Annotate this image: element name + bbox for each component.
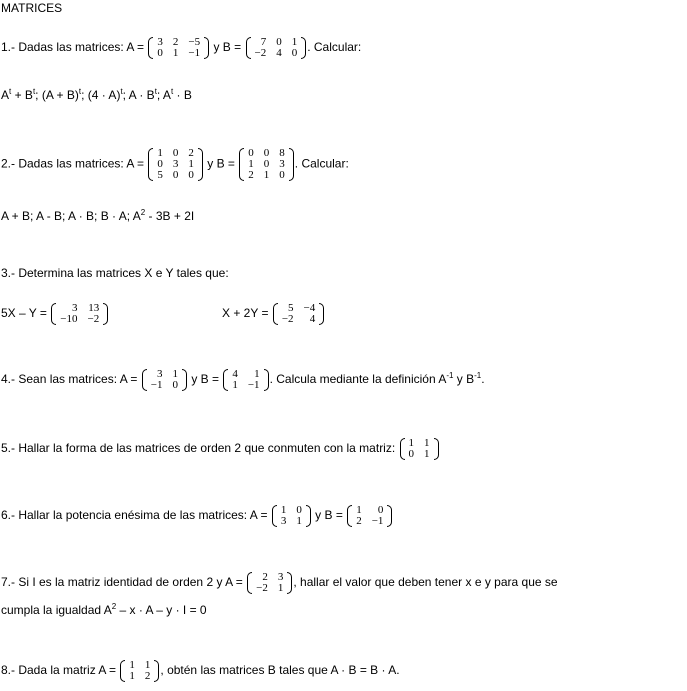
matrix-cell: 0: [276, 36, 282, 48]
matrix-cell: 1: [172, 368, 178, 380]
matrix-cell: −1: [247, 379, 260, 391]
matrix-table: [227, 369, 264, 391]
op-3: [79, 88, 121, 102]
matrix-eq-2: [273, 303, 324, 325]
text-fragment: t: [120, 87, 123, 96]
matrix-B-4: [223, 369, 268, 391]
matrix-table: [152, 148, 199, 181]
matrix-cell: −2: [256, 582, 268, 594]
matrix-eq-1: [51, 303, 108, 325]
text-fragment: - 3B + 2I: [145, 209, 195, 223]
matrix-cell: 3: [72, 302, 78, 314]
matrix-A-8: [120, 660, 159, 682]
text-fragment: ; A · B: [122, 88, 155, 102]
text-fragment: t: [154, 87, 157, 96]
text-fragment: . Calcula mediante la definición A: [269, 372, 447, 387]
matrix-B-2: [239, 148, 294, 181]
text-fragment: 5X – Y =: [1, 306, 47, 321]
text-fragment: y B =: [191, 372, 219, 387]
matrix-cell: −1: [150, 379, 163, 391]
matrix-cell: 2: [172, 36, 179, 48]
matrix-A-6: [272, 505, 311, 527]
matrix-cell: 2: [188, 147, 194, 159]
problem-2-lead: 2.- Dadas las matrices: A =: [1, 156, 145, 171]
matrix-cell: −1: [188, 47, 201, 59]
matrix-cell: 5: [288, 302, 294, 314]
op-2: [32, 87, 82, 102]
matrix-cell: 2: [356, 515, 362, 527]
matrix-cell: 1: [424, 437, 430, 449]
matrix-cell: 13: [88, 302, 100, 314]
matrix-cell: 3: [156, 368, 163, 380]
matrix-cell: 0: [172, 169, 179, 181]
problem-6-statement: [1, 505, 393, 527]
matrix-table: [351, 505, 388, 527]
matrix-cell: −5: [188, 36, 201, 48]
matrix-cell: 0: [248, 147, 254, 159]
matrix-cell: 0: [188, 169, 194, 181]
problem-2-tail: . Calcular:: [294, 156, 349, 171]
matrix-B-1: [246, 37, 307, 59]
problem-2-mid: y B =: [207, 156, 235, 171]
text-fragment: ; (4 · A): [81, 88, 121, 102]
matrix-cell: 1: [254, 368, 260, 380]
text-fragment: .: [481, 372, 485, 387]
op-5: [154, 87, 174, 102]
text-fragment: A + B; A - B; A · B; B · A; A: [1, 209, 141, 223]
text-fragment: , obtén las matrices B tales que A · B = B · A.: [160, 663, 400, 678]
page-title: MATRICES: [1, 1, 63, 15]
problem-2-operations: [1, 209, 194, 223]
matrix-cell: 8: [279, 147, 285, 159]
matrix-cell: 3: [277, 571, 284, 583]
text-fragment: y B =: [315, 508, 343, 523]
matrix-table: [251, 572, 288, 594]
matrix-cell: 1: [277, 582, 284, 594]
matrix-table: [124, 660, 155, 682]
text-fragment: t: [32, 87, 36, 96]
matrix-cell: 1: [424, 448, 430, 460]
text-fragment: 8.- Dada la matriz A =: [1, 663, 117, 678]
text-fragment: -1: [446, 371, 454, 381]
matrix-cell: 1: [291, 36, 298, 48]
text-fragment: A: [1, 88, 10, 102]
matrix-cell: 2: [144, 670, 151, 682]
matrix-cell: 1: [157, 147, 163, 159]
problem-7-statement: [1, 572, 558, 594]
text-fragment: 6.- Hallar la potencia enésima de las matrices: A =: [1, 508, 268, 523]
text-fragment: + B: [11, 88, 33, 102]
matrix-A-2: [148, 148, 203, 181]
matrix-cell: 3: [280, 515, 287, 527]
matrix-cell: 1: [356, 504, 362, 516]
matrix-cell: 1: [129, 670, 135, 682]
text-fragment: , hallar el valor que deben tener x e y para que se: [293, 575, 558, 590]
matrix-cell: 0: [296, 504, 302, 516]
text-fragment: t: [9, 87, 12, 96]
problem-3-equation-1: [1, 303, 109, 325]
matrix-cell: −4: [303, 302, 316, 314]
matrix-table: [277, 303, 320, 325]
problem-4-statement: [1, 369, 485, 391]
matrix-cell: 0: [408, 448, 415, 460]
text-fragment: t: [78, 87, 82, 96]
matrix-cell: 5: [157, 169, 163, 181]
matrix-A-1: [148, 37, 209, 59]
problem-3-statement: 3.- Determina las matrices X e Y tales que:: [1, 266, 229, 280]
problem-1-statement: [1, 37, 361, 59]
matrix-cell: 0: [157, 47, 163, 59]
text-fragment: 2: [140, 208, 146, 217]
matrix-cell: 3: [279, 158, 285, 170]
problem-1-lead: 1.- Dadas las matrices: A =: [1, 40, 145, 55]
matrix-cell: 3: [172, 158, 179, 170]
matrix-cell: 4: [232, 368, 238, 380]
matrix-cell: 2: [262, 571, 268, 583]
matrix-cell: −2: [281, 313, 294, 325]
text-fragment: · B: [173, 88, 192, 102]
matrix-cell: 0: [263, 147, 270, 159]
problem-8-statement: [1, 660, 400, 682]
matrix-cell: 4: [309, 313, 316, 325]
text-fragment: t: [170, 87, 174, 96]
matrix-cell: −10: [60, 313, 78, 325]
matrix-table: [250, 37, 303, 59]
matrix-A-4: [142, 369, 187, 391]
matrix-cell: 1: [280, 504, 287, 516]
matrix-cell: 0: [172, 147, 179, 159]
op-1: [1, 87, 36, 102]
matrix-cell: 7: [260, 36, 267, 48]
matrix-cell: 2: [248, 169, 254, 181]
matrix-cell: 1: [296, 515, 302, 527]
matrix-cell: 4: [276, 47, 282, 59]
matrix-cell: 0: [263, 158, 270, 170]
matrix-cell: −2: [254, 47, 267, 59]
problem-3-equation-2: [222, 303, 325, 325]
text-fragment: 2: [111, 602, 117, 611]
problem-1-operations: [1, 88, 192, 102]
matrix-cell: 1: [263, 169, 270, 181]
matrix-cell: 1: [144, 659, 151, 671]
matrix-table: [146, 369, 183, 391]
matrix-5: [400, 438, 439, 460]
text-fragment: ; (A + B): [35, 88, 79, 102]
matrix-A-7: [247, 572, 292, 594]
text-fragment: -1: [474, 371, 482, 381]
matrix-cell: 0: [279, 169, 285, 181]
matrix-cell: −2: [87, 313, 100, 325]
matrix-table: [152, 37, 205, 59]
matrix-cell: 1: [172, 47, 179, 59]
matrix-cell: 1: [408, 437, 415, 449]
matrix-cell: 1: [188, 158, 194, 170]
matrix-cell: 1: [248, 158, 254, 170]
matrix-cell: 0: [157, 158, 163, 170]
matrix-cell: 0: [172, 379, 178, 391]
text-fragment: ; A: [156, 88, 171, 102]
problem-7-statement-line-2: [1, 603, 207, 617]
text-fragment: 4.- Sean las matrices: A =: [1, 372, 138, 387]
matrix-cell: 0: [291, 47, 298, 59]
problem-5-statement: [1, 438, 440, 460]
matrix-B-6: [347, 505, 392, 527]
matrix-cell: 1: [129, 659, 135, 671]
problem-1-tail: . Calcular:: [307, 40, 362, 55]
matrix-cell: 3: [157, 36, 163, 48]
matrix-table: [55, 303, 104, 325]
text-fragment: cumpla la igualdad A: [1, 603, 112, 617]
matrix-cell: −1: [371, 515, 384, 527]
matrix-table: [243, 148, 290, 181]
matrix-table: [404, 438, 435, 460]
problem-1-mid: y B =: [213, 40, 242, 55]
matrix-cell: 1: [232, 379, 238, 391]
op-6: [171, 88, 192, 102]
text-fragment: 7.- Si I es la matriz identidad de orden 2 y A =: [1, 575, 243, 590]
problem-2-statement: [1, 148, 349, 181]
matrix-table: [276, 505, 307, 527]
op-4: [120, 88, 154, 102]
text-fragment: – x · A – y · I = 0: [116, 603, 207, 617]
text-fragment: 5.- Hallar la forma de las matrices de orden 2 que conmuten con la matriz:: [1, 441, 396, 456]
matrix-cell: 0: [377, 504, 384, 516]
text-fragment: X + 2Y =: [222, 306, 269, 321]
text-fragment: y B: [453, 372, 475, 387]
